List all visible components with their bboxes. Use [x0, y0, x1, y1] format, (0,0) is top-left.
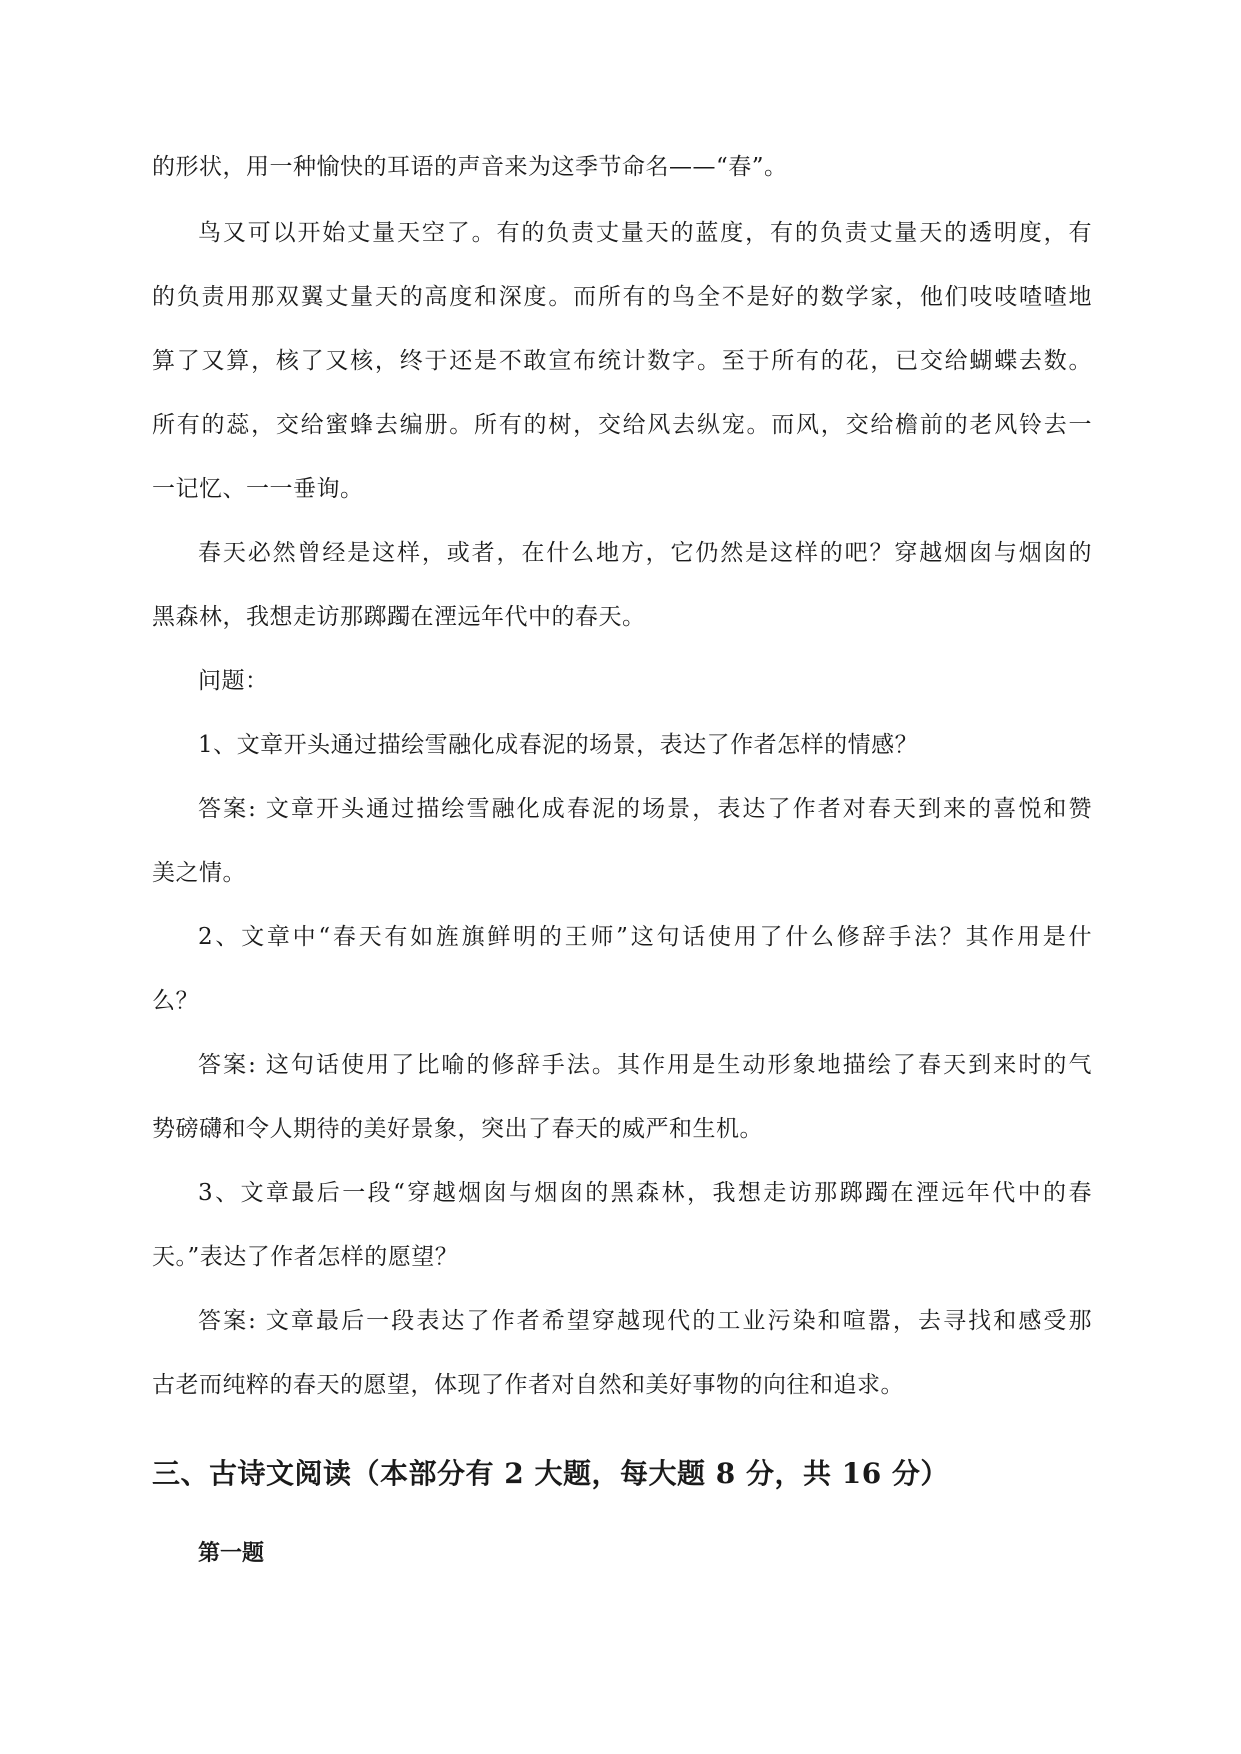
- paragraph-line: 所有的蕊，交给蜜蜂去编册。所有的树，交给风去纵宠。而风，交给檐前的老风铃去一: [152, 412, 1092, 438]
- answer-3: 答案: 文章最后一段表达了作者希望穿越现代的工业污染和喧嚣，去寻找和感受那: [198, 1308, 1092, 1334]
- paragraph-line: 的负责用那双翼丈量天的高度和深度。而所有的鸟全不是好的数学家，他们吱吱喳喳地: [152, 284, 1092, 310]
- answer-2: 答案: 这句话使用了比喻的修辞手法。其作用是生动形象地描绘了春天到来时的气: [198, 1052, 1092, 1078]
- answer-1-cont: 美之情。: [152, 860, 246, 886]
- paragraph-line: 的形状，用一种愉快的耳语的声音来为这季节命名——“春”。: [152, 154, 788, 180]
- paragraph-line: 鸟又可以开始丈量天空了。有的负责丈量天的蓝度，有的负责丈量天的透明度，有: [198, 220, 1092, 246]
- paragraph-line: 一记忆、一一垂询。: [152, 476, 364, 502]
- question-3-cont: 天。”表达了作者怎样的愿望？: [152, 1244, 459, 1270]
- paragraph-line: 黑森林，我想走访那踯躅在湮远年代中的春天。: [152, 604, 646, 630]
- question-1: 1、文章开头通过描绘雪融化成春泥的场景，表达了作者怎样的情感？: [198, 732, 919, 758]
- paragraph-line: 春天必然曾经是这样，或者，在什么地方，它仍然是这样的吧？穿越烟囱与烟囱的: [198, 540, 1092, 566]
- section-title: 三、古诗文阅读（本部分有 2 大题，每大题 8 分，共 16 分）: [152, 1457, 949, 1490]
- question-2-cont: 么？: [152, 988, 199, 1014]
- answer-3-cont: 古老而纯粹的春天的愿望，体现了作者对自然和美好事物的向往和追求。: [152, 1372, 904, 1398]
- question-3: 3、文章最后一段“穿越烟囱与烟囱的黑森林，我想走访那踯躅在湮远年代中的春: [198, 1180, 1092, 1206]
- answer-2-cont: 势磅礴和令人期待的美好景象，突出了春天的威严和生机。: [152, 1116, 763, 1142]
- paragraph-line: 算了又算，核了又核，终于还是不敢宣布统计数字。至于所有的花，已交给蝴蝶去数。: [152, 348, 1092, 374]
- question-2: 2、文章中“春天有如旌旗鲜明的王师”这句话使用了什么修辞手法？其作用是什: [198, 924, 1092, 950]
- questions-label: 问题：: [198, 668, 269, 694]
- answer-1: 答案: 文章开头通过描绘雪融化成春泥的场景，表达了作者对春天到来的喜悦和赞: [198, 796, 1092, 822]
- subheading: 第一题: [198, 1540, 265, 1566]
